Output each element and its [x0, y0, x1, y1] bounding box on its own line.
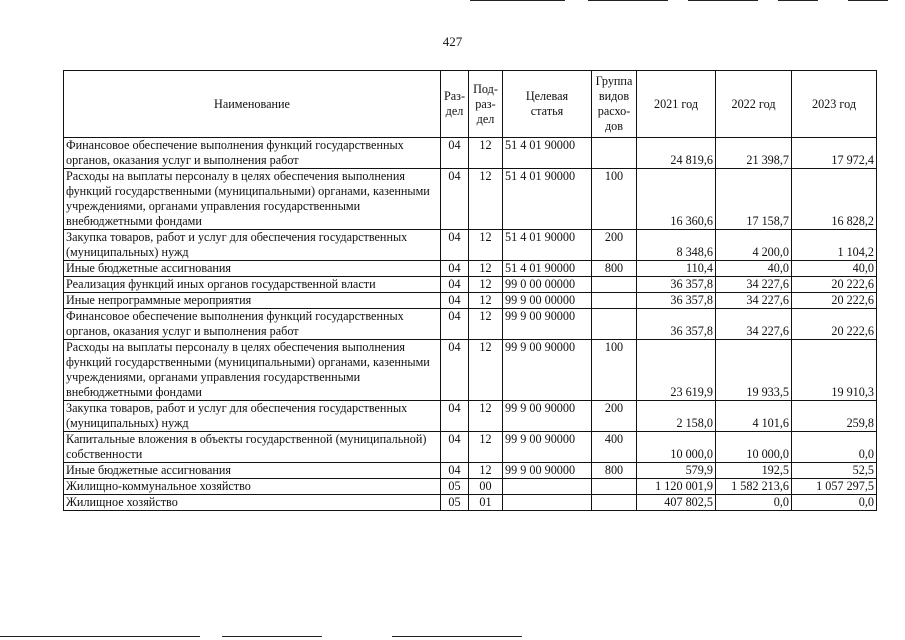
row-target: 99 9 00 90000: [503, 309, 592, 340]
row-2023: 20 222,6: [792, 293, 877, 309]
row-2021: 110,4: [637, 261, 716, 277]
row-target: 51 4 01 90000: [503, 230, 592, 261]
row-subsection: 12: [469, 138, 503, 169]
row-section: 04: [441, 401, 469, 432]
row-2023: 52,5: [792, 463, 877, 479]
row-target: 51 4 01 90000: [503, 261, 592, 277]
table-row: [64, 495, 877, 511]
table-row: [64, 169, 877, 230]
scan-edge-line: [848, 0, 888, 1]
row-group: 100: [592, 340, 637, 401]
row-group: 100: [592, 169, 637, 230]
row-2021: 23 619,9: [637, 340, 716, 401]
scan-edge-line: [392, 636, 522, 637]
row-target: 99 9 00 90000: [503, 340, 592, 401]
row-group: [592, 495, 637, 511]
row-2021: 36 357,8: [637, 277, 716, 293]
row-subsection: 12: [469, 401, 503, 432]
row-name: Иные бюджетные ассигнования: [64, 463, 441, 479]
budget-table: [63, 70, 877, 511]
row-2021: 16 360,6: [637, 169, 716, 230]
row-2022: 34 227,6: [716, 309, 792, 340]
row-2022: 4 200,0: [716, 230, 792, 261]
row-target: 99 9 00 90000: [503, 401, 592, 432]
table-row: [64, 277, 877, 293]
row-section: 04: [441, 261, 469, 277]
row-section: 04: [441, 169, 469, 230]
row-name: Жилищно-коммунальное хозяйство: [64, 479, 441, 495]
row-2022: 34 227,6: [716, 293, 792, 309]
row-group: 800: [592, 261, 637, 277]
scan-edge-line: [222, 636, 322, 637]
row-group: 800: [592, 463, 637, 479]
row-2023: 20 222,6: [792, 309, 877, 340]
header-group: Группа видов расхо- дов: [592, 71, 637, 138]
row-2021: 1 120 001,9: [637, 479, 716, 495]
row-section: 05: [441, 495, 469, 511]
scan-edge-line: [588, 0, 668, 1]
row-2021: 36 357,8: [637, 293, 716, 309]
table-body: [64, 138, 877, 511]
row-2021: 2 158,0: [637, 401, 716, 432]
table-row: [64, 479, 877, 495]
row-subsection: 12: [469, 309, 503, 340]
row-name: Расходы на выплаты персоналу в целях обеспечения выполнения функций государственными (муниципальными) органами, казенными учреждениями, органами управления государственными внебюджетными фондами: [64, 169, 441, 230]
row-2023: 16 828,2: [792, 169, 877, 230]
row-group: [592, 309, 637, 340]
table-row: [64, 340, 877, 401]
row-target: 51 4 01 90000: [503, 138, 592, 169]
row-target: 99 9 00 90000: [503, 463, 592, 479]
scan-edge-line: [470, 0, 565, 1]
row-2022: 40,0: [716, 261, 792, 277]
row-2023: 0,0: [792, 495, 877, 511]
table-row: [64, 401, 877, 432]
row-subsection: 12: [469, 261, 503, 277]
table-row: [64, 230, 877, 261]
row-target: 99 0 00 00000: [503, 277, 592, 293]
table-row: [64, 463, 877, 479]
row-subsection: 01: [469, 495, 503, 511]
row-2022: 17 158,7: [716, 169, 792, 230]
table-row: [64, 261, 877, 277]
row-subsection: 12: [469, 230, 503, 261]
row-group: 200: [592, 230, 637, 261]
row-section: 04: [441, 277, 469, 293]
header-2022: 2022 год: [716, 71, 792, 138]
row-section: 04: [441, 309, 469, 340]
row-group: [592, 277, 637, 293]
row-group: [592, 293, 637, 309]
scan-edge-line: [0, 636, 200, 637]
row-2021: 407 802,5: [637, 495, 716, 511]
row-2022: 1 582 213,6: [716, 479, 792, 495]
header-2021: 2021 год: [637, 71, 716, 138]
row-name: Закупка товаров, работ и услуг для обеспечения государственных (муниципальных) нужд: [64, 401, 441, 432]
row-name: Иные непрограммные мероприятия: [64, 293, 441, 309]
row-name: Реализация функций иных органов государственной власти: [64, 277, 441, 293]
row-subsection: 12: [469, 169, 503, 230]
table-row: [64, 432, 877, 463]
row-group: 400: [592, 432, 637, 463]
row-section: 04: [441, 340, 469, 401]
row-2022: 4 101,6: [716, 401, 792, 432]
row-2023: 40,0: [792, 261, 877, 277]
scan-edge-line: [688, 0, 758, 1]
row-section: 04: [441, 432, 469, 463]
row-subsection: 12: [469, 340, 503, 401]
row-2023: 1 104,2: [792, 230, 877, 261]
row-target: 99 9 00 00000: [503, 293, 592, 309]
row-target: 99 9 00 90000: [503, 432, 592, 463]
row-target: [503, 479, 592, 495]
row-2023: 19 910,3: [792, 340, 877, 401]
table-row: [64, 138, 877, 169]
row-name: Жилищное хозяйство: [64, 495, 441, 511]
table-row: [64, 309, 877, 340]
row-target: 51 4 01 90000: [503, 169, 592, 230]
row-name: Закупка товаров, работ и услуг для обеспечения государственных (муниципальных) нужд: [64, 230, 441, 261]
row-section: 04: [441, 230, 469, 261]
row-subsection: 12: [469, 432, 503, 463]
row-2022: 19 933,5: [716, 340, 792, 401]
row-name: Финансовое обеспечение выполнения функций государственных органов, оказания услуг и выполнения работ: [64, 309, 441, 340]
row-section: 05: [441, 479, 469, 495]
row-target: [503, 495, 592, 511]
row-section: 04: [441, 463, 469, 479]
row-2022: 34 227,6: [716, 277, 792, 293]
row-name: Расходы на выплаты персоналу в целях обеспечения выполнения функций государственными (муниципальными) органами, казенными учреждениями, органами управления государственными внебюджетными фондами: [64, 340, 441, 401]
header-name: Наименование: [64, 71, 441, 138]
row-2021: 24 819,6: [637, 138, 716, 169]
row-subsection: 00: [469, 479, 503, 495]
row-2023: 20 222,6: [792, 277, 877, 293]
row-2022: 0,0: [716, 495, 792, 511]
table-row: [64, 293, 877, 309]
row-section: 04: [441, 293, 469, 309]
row-group: [592, 138, 637, 169]
row-group: [592, 479, 637, 495]
row-name: Финансовое обеспечение выполнения функций государственных органов, оказания услуг и выполнения работ: [64, 138, 441, 169]
row-2021: 579,9: [637, 463, 716, 479]
table-header-row: [64, 71, 877, 138]
row-subsection: 12: [469, 463, 503, 479]
row-2022: 10 000,0: [716, 432, 792, 463]
header-2023: 2023 год: [792, 71, 877, 138]
header-subsection: Под- раз- дел: [469, 71, 503, 138]
row-2021: 10 000,0: [637, 432, 716, 463]
header-section: Раз- дел: [441, 71, 469, 138]
row-2023: 0,0: [792, 432, 877, 463]
row-name: Капитальные вложения в объекты государственной (муниципальной) собственности: [64, 432, 441, 463]
row-group: 200: [592, 401, 637, 432]
scan-edge-line: [778, 0, 818, 1]
row-subsection: 12: [469, 277, 503, 293]
row-2023: 1 057 297,5: [792, 479, 877, 495]
row-2022: 192,5: [716, 463, 792, 479]
row-2023: 17 972,4: [792, 138, 877, 169]
row-section: 04: [441, 138, 469, 169]
page-number: 427: [442, 34, 463, 49]
row-2022: 21 398,7: [716, 138, 792, 169]
row-2021: 36 357,8: [637, 309, 716, 340]
row-2021: 8 348,6: [637, 230, 716, 261]
row-name: Иные бюджетные ассигнования: [64, 261, 441, 277]
header-target: Целевая статья: [503, 71, 592, 138]
row-subsection: 12: [469, 293, 503, 309]
row-2023: 259,8: [792, 401, 877, 432]
